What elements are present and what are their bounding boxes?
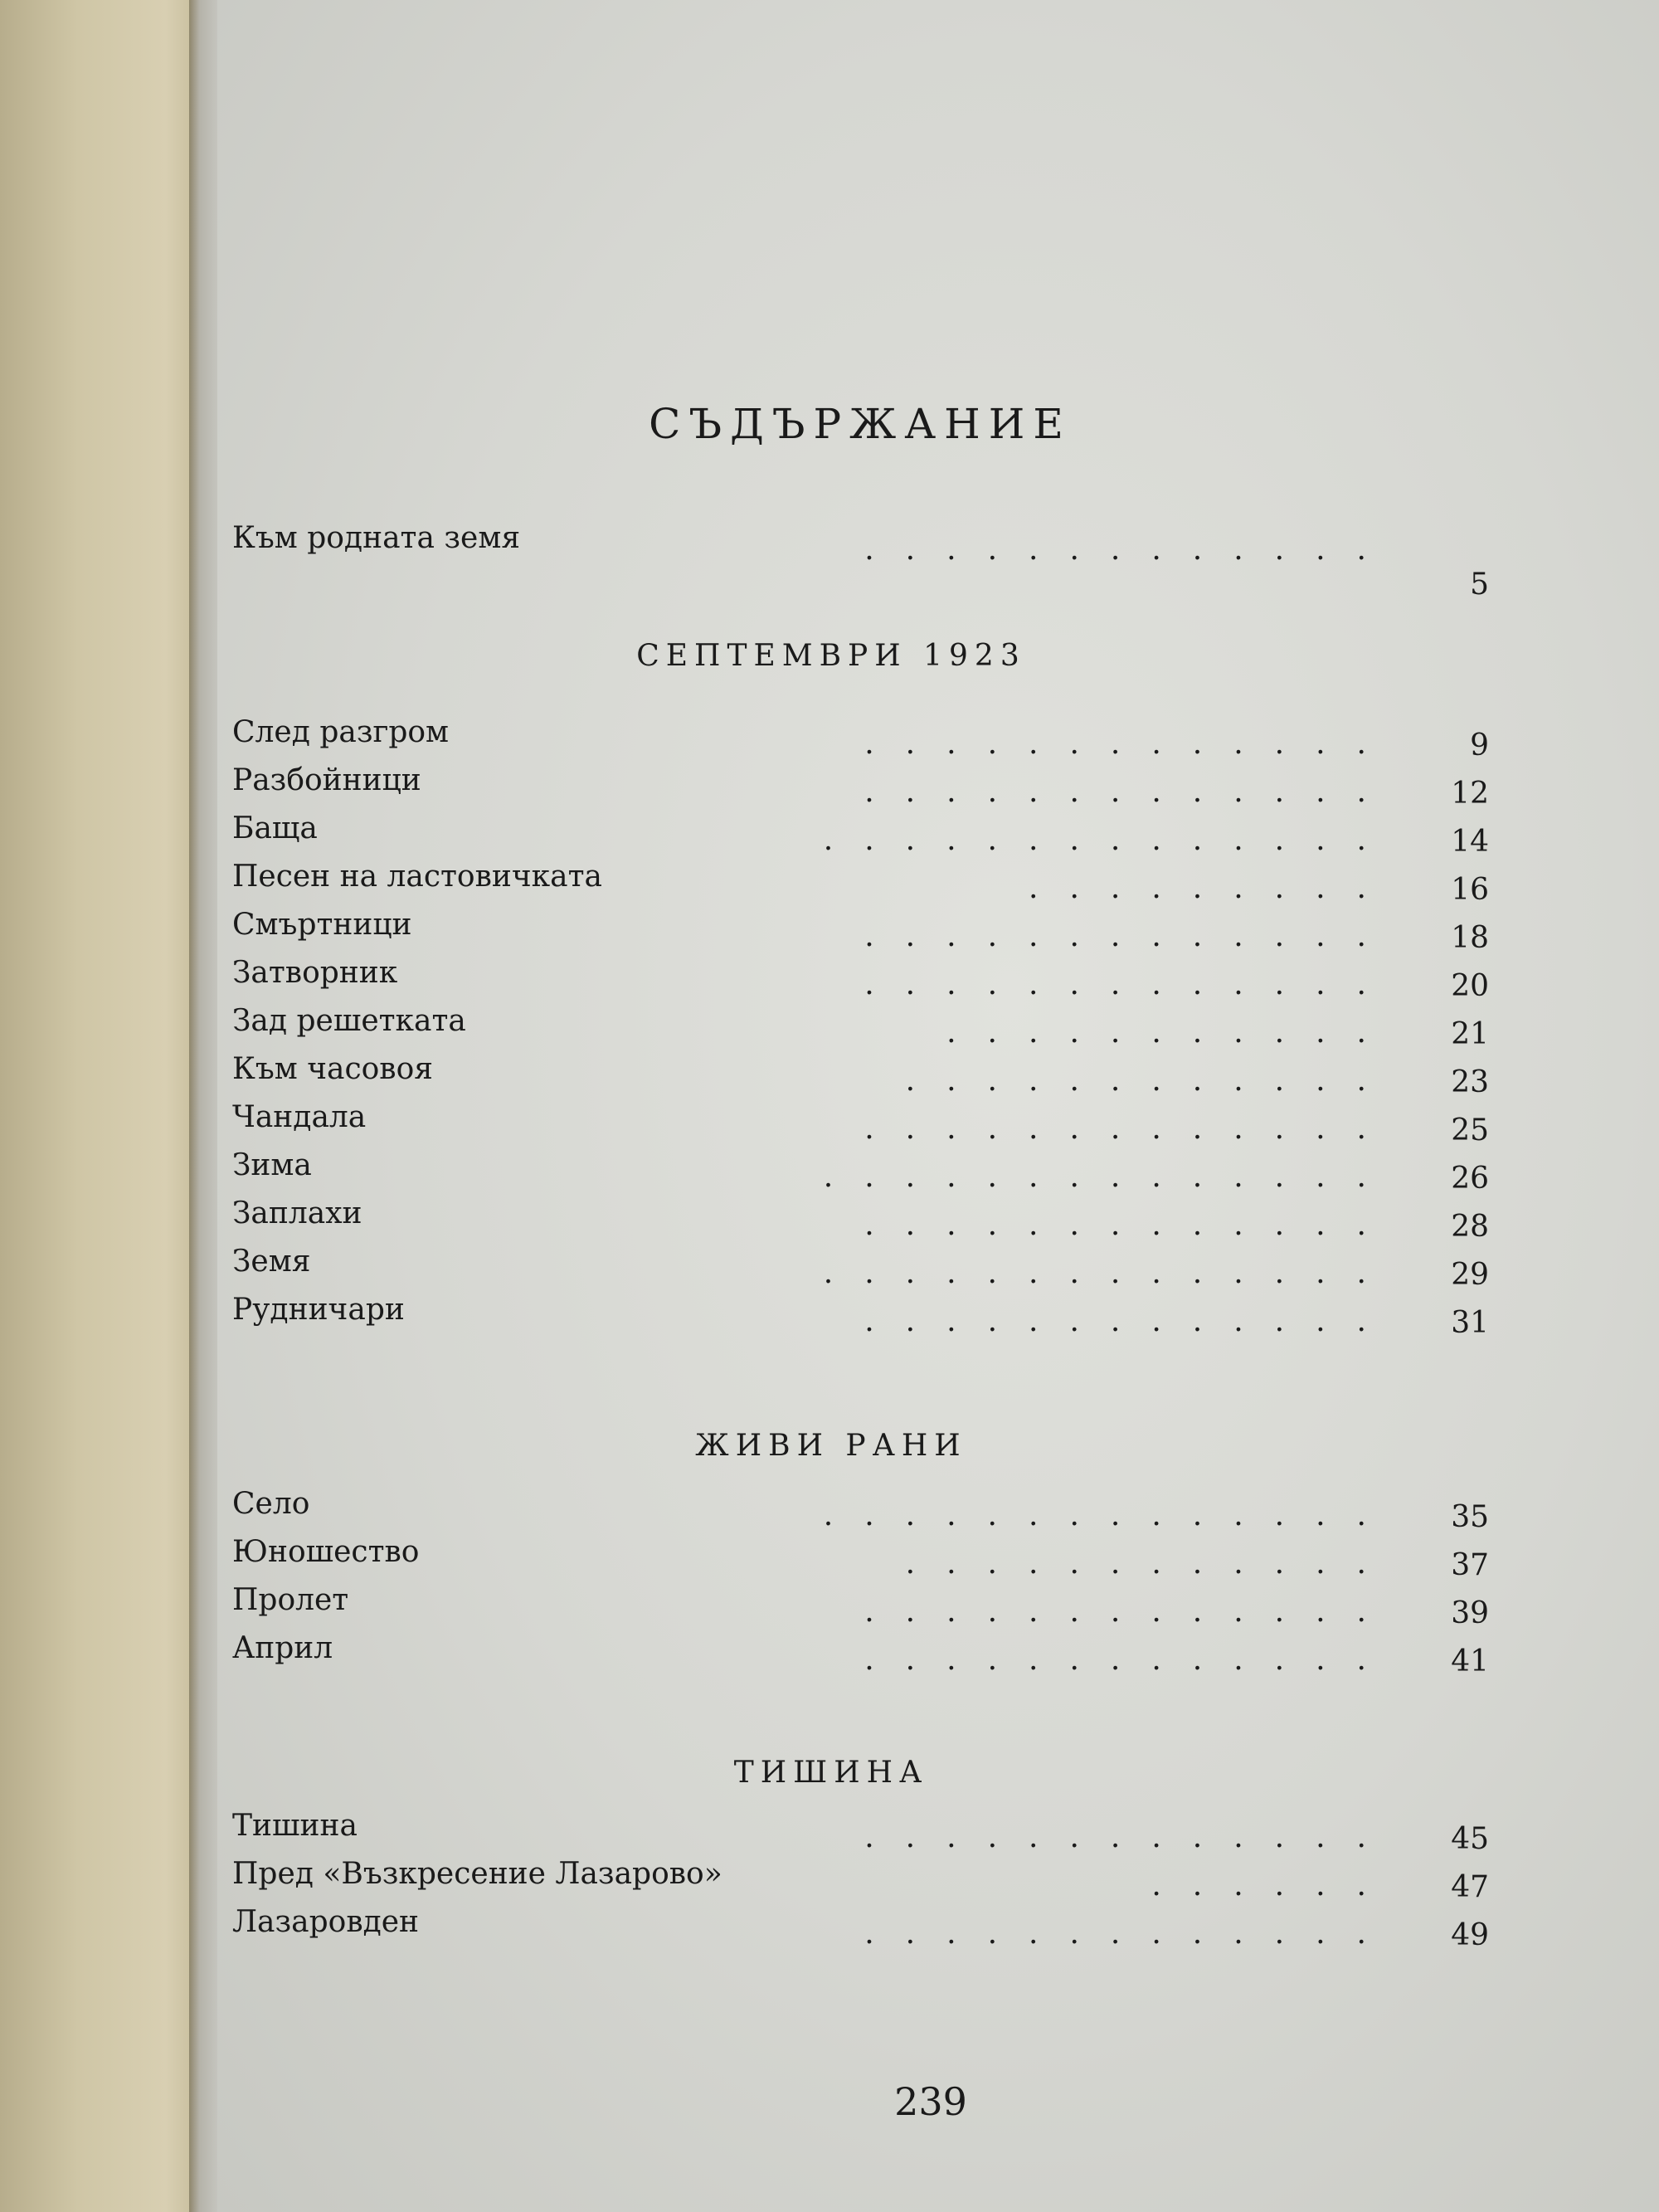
toc-entry-page: 35	[1451, 1500, 1489, 1534]
section-heading: СЕПТЕМВРИ 1923	[636, 639, 1026, 673]
leader-dots: .............	[864, 1820, 1398, 1854]
toc-entry-title: Пролет	[232, 1583, 349, 1617]
toc-entry	[232, 521, 1489, 602]
leader-dots: .............	[864, 775, 1398, 809]
toc-entry	[232, 811, 1489, 860]
toc-entry	[232, 1583, 1489, 1631]
toc-entry-title: Лазаровден	[232, 1905, 420, 1939]
toc-entry	[232, 1148, 1489, 1196]
leader-dots: ..............	[823, 1498, 1398, 1532]
toc-entry-page: 20	[1451, 969, 1489, 1003]
leader-dots: .............	[864, 1208, 1398, 1242]
leader-dots: .............	[864, 967, 1398, 1001]
page-title: СЪДЪРЖАНИЕ	[649, 400, 1072, 448]
toc-entry-page: 25	[1451, 1113, 1489, 1147]
leader-dots: ..............	[823, 1160, 1398, 1194]
toc-entry-page: 9	[1470, 728, 1489, 763]
toc-entry	[232, 1245, 1489, 1293]
leader-dots: .............	[864, 727, 1398, 761]
toc-entry-title: Разбойници	[232, 763, 421, 797]
toc-entry-title: След разгром	[232, 715, 450, 749]
section-heading: ЖИВИ РАНИ	[695, 1429, 967, 1463]
toc-entry-page: 16	[1451, 873, 1489, 907]
leader-dots: ......	[1151, 1869, 1398, 1903]
toc-entry	[232, 1631, 1489, 1679]
toc-entry-page: 41	[1451, 1644, 1489, 1678]
toc-section-list	[232, 1487, 1489, 1679]
book-gutter	[189, 0, 219, 2212]
toc-entry-title: Тишина	[232, 1809, 358, 1843]
previous-page-edge	[0, 0, 195, 2212]
toc-entry	[232, 715, 1489, 763]
toc-entry-page: 23	[1451, 1065, 1489, 1099]
toc-entry-title: Песен на ластовичката	[232, 860, 602, 894]
toc-entry-title: Към часовоя	[232, 1052, 433, 1086]
toc-entry	[232, 1100, 1489, 1148]
leader-dots: ..............	[823, 1256, 1398, 1290]
leader-dots: ..............	[823, 823, 1398, 857]
toc-entry	[232, 860, 1489, 908]
toc-entry	[232, 956, 1489, 1004]
toc-entry	[232, 763, 1489, 811]
leader-dots: ...........	[946, 1016, 1398, 1050]
toc-section-list	[232, 715, 1489, 1341]
toc-entry-page: 29	[1451, 1258, 1489, 1292]
toc-entry	[232, 1052, 1489, 1100]
leader-dots: .............	[864, 1643, 1398, 1677]
toc-entry-page: 12	[1451, 777, 1489, 811]
toc-entry	[232, 1487, 1489, 1535]
toc-entry-title: Заплахи	[232, 1196, 362, 1230]
toc-entry-page: 26	[1451, 1162, 1489, 1196]
leader-dots: .............	[864, 533, 1398, 567]
toc-entry-title: Баща	[232, 811, 318, 845]
toc-entry-page: 49	[1451, 1918, 1489, 1952]
toc-entry-title: Зад решетката	[232, 1004, 466, 1038]
toc-entry	[232, 1196, 1489, 1245]
toc-entry-title: Затворник	[232, 956, 398, 990]
page-number: 239	[894, 2079, 967, 2124]
toc-entry	[232, 1535, 1489, 1583]
toc-entry-title: Село	[232, 1487, 310, 1521]
toc-entry	[232, 1905, 1489, 1953]
toc-entry-page: 18	[1451, 921, 1489, 955]
toc-entry	[232, 1004, 1489, 1052]
toc-entry	[232, 1857, 1489, 1905]
toc-entry-page: 39	[1451, 1596, 1489, 1630]
toc-entry-page: 14	[1451, 825, 1489, 859]
toc-entry-title: Пред «Възкресение Лазарово»	[232, 1857, 722, 1891]
toc-entry	[232, 1809, 1489, 1857]
toc-entry-title: Смъртници	[232, 908, 412, 942]
toc-entry-title: Земя	[232, 1245, 311, 1279]
leader-dots: ............	[905, 1064, 1398, 1098]
toc-entry-title: Рудничари	[232, 1293, 405, 1327]
toc-entry-page: 47	[1451, 1870, 1489, 1904]
leader-dots: .............	[864, 1112, 1398, 1146]
toc-entry-title: Чандала	[232, 1100, 367, 1134]
section-heading: ТИШИНА	[733, 1756, 929, 1790]
book-page	[217, 0, 1659, 2212]
leader-dots: .............	[864, 1304, 1398, 1338]
toc-entry-page: 31	[1451, 1306, 1489, 1340]
toc-entry-title: Юношество	[232, 1535, 420, 1569]
leader-dots: .........	[1029, 871, 1398, 905]
toc-entry	[232, 908, 1489, 956]
toc-entry-title: Зима	[232, 1148, 312, 1182]
leader-dots: .............	[864, 1595, 1398, 1629]
toc-entry-page: 45	[1451, 1822, 1489, 1856]
toc-entry	[232, 1293, 1489, 1341]
leader-dots: ............	[905, 1547, 1398, 1581]
toc-entry-title: Април	[232, 1631, 333, 1665]
toc-entry-page: 5	[1470, 568, 1489, 602]
toc-entry-page: 37	[1451, 1548, 1489, 1582]
toc-entry-page: 28	[1451, 1210, 1489, 1244]
toc-entry-page: 21	[1451, 1017, 1489, 1051]
toc-entry-title: Към родната земя	[232, 521, 521, 555]
toc-section-list	[232, 1809, 1489, 1953]
leader-dots: .............	[864, 1917, 1398, 1951]
leader-dots: .............	[864, 919, 1398, 953]
toc-intro-list	[232, 521, 1489, 602]
